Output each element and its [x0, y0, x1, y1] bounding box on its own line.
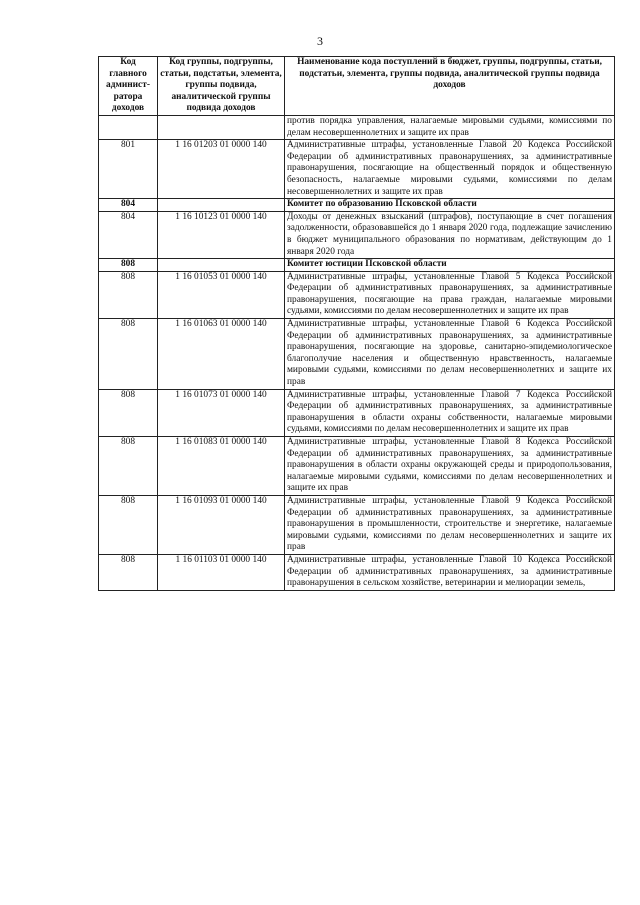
admin-code-cell: 808: [99, 271, 158, 318]
revenue-name-cell: Комитет юстиции Псковской области: [285, 259, 615, 272]
kbk-code-cell: [158, 115, 285, 139]
admin-code-cell: 804: [99, 199, 158, 212]
revenue-name-cell: против порядка управления, налагаемые мировыми судьями, комиссиями по делам несовершеннолетних и защите их прав: [285, 115, 615, 139]
table-row: [99, 115, 615, 139]
header-kbk-code: Код группы, подгруппы, статьи, подстатьи, элемента, группы подвида, аналитической группы подвида доходов: [158, 57, 285, 116]
header-admin-code: Код главного админист-ратора доходов: [99, 57, 158, 116]
table-row: [99, 437, 615, 496]
kbk-code-cell: [158, 259, 285, 272]
revenue-name-cell: Комитет по образованию Псковской области: [285, 199, 615, 212]
table-row: [99, 140, 615, 199]
admin-code-cell: 801: [99, 140, 158, 199]
kbk-code-cell: 1 16 01073 01 0000 140: [158, 389, 285, 436]
table-row: [99, 389, 615, 436]
table-row: [99, 271, 615, 318]
admin-code-cell: [99, 115, 158, 139]
page-number: 3: [317, 34, 323, 48]
admin-code-cell: 808: [99, 259, 158, 272]
table-row: [99, 554, 615, 590]
org-header-row: [99, 259, 615, 272]
revenue-name-cell: Административные штрафы, установленные Главой 5 Кодекса Российской Федерации об административных правонарушениях, за административные правонарушения, посягающие на права граждан, налагаемые мировыми судьями, комиссиями по делам несовершеннолетних и защите их прав: [285, 271, 615, 318]
kbk-code-cell: [158, 199, 285, 212]
header-name: Наименование кода поступлений в бюджет, группы, подгруппы, статьи, подстатьи, элемента, группы подвида, аналитической группы подвида доходов: [285, 57, 615, 116]
admin-code-cell: 808: [99, 495, 158, 554]
org-header-row: [99, 199, 615, 212]
revenue-name-cell: Административные штрафы, установленные Главой 10 Кодекса Российской Федерации об административных правонарушениях, за административные правонарушения в сельском хозяйстве, ветеринарии и мелиорации земель,: [285, 554, 615, 590]
revenue-name-cell: Административные штрафы, установленные Главой 8 Кодекса Российской Федерации об административных правонарушениях, за административные правонарушения в области охраны окружающей среды и природопользования, налагаемые мировыми судьями, комиссиями по делам несовершеннолетних и защите их прав: [285, 437, 615, 496]
admin-code-cell: 808: [99, 437, 158, 496]
revenue-name-cell: Административные штрафы, установленные Главой 7 Кодекса Российской Федерации об административных правонарушениях, за административные правонарушения в области охраны собственности, налагаемые мировыми судьями, комиссиями по делам несовершеннолетних и защите их прав: [285, 389, 615, 436]
kbk-code-cell: 1 16 01083 01 0000 140: [158, 437, 285, 496]
kbk-code-cell: 1 16 01093 01 0000 140: [158, 495, 285, 554]
admin-code-cell: 808: [99, 554, 158, 590]
revenue-name-cell: Доходы от денежных взысканий (штрафов), поступающие в счет погашения задолженности, образовавшейся до 1 января 2020 года, подлежащие зачислению в бюджет муниципального образования по нормативам, действующим до 1 января 2020 года: [285, 211, 615, 258]
table-row: [99, 495, 615, 554]
revenue-codes-table: [98, 56, 615, 591]
table-row: [99, 211, 615, 258]
kbk-code-cell: 1 16 01203 01 0000 140: [158, 140, 285, 199]
kbk-code-cell: 1 16 01103 01 0000 140: [158, 554, 285, 590]
admin-code-cell: 804: [99, 211, 158, 258]
table-row: [99, 319, 615, 390]
revenue-name-cell: Административные штрафы, установленные Главой 20 Кодекса Российской Федерации об административных правонарушениях, за административные правонарушения, посягающие на общественный порядок и общественную безопасность, налагаемые мировыми судьями, комиссиями по делам несовершеннолетних и защите их прав: [285, 140, 615, 199]
kbk-code-cell: 1 16 10123 01 0000 140: [158, 211, 285, 258]
table-header-row: [99, 57, 615, 116]
revenue-name-cell: Административные штрафы, установленные Главой 9 Кодекса Российской Федерации об административных правонарушениях, за административные правонарушения в промышленности, строительстве и энергетике, налагаемые мировыми судьями, комиссиями по делам несовершеннолетних и защите их прав: [285, 495, 615, 554]
table-body: [99, 115, 615, 590]
kbk-code-cell: 1 16 01063 01 0000 140: [158, 319, 285, 390]
admin-code-cell: 808: [99, 389, 158, 436]
admin-code-cell: 808: [99, 319, 158, 390]
revenue-name-cell: Административные штрафы, установленные Главой 6 Кодекса Российской Федерации об административных правонарушениях, за административные правонарушения, посягающие на здоровье, санитарно-эпидемиологическое благополучие населения и общественную нравственность, налагаемые мировыми судьями, комиссиями по делам несовершеннолетних и защите их прав: [285, 319, 615, 390]
kbk-code-cell: 1 16 01053 01 0000 140: [158, 271, 285, 318]
